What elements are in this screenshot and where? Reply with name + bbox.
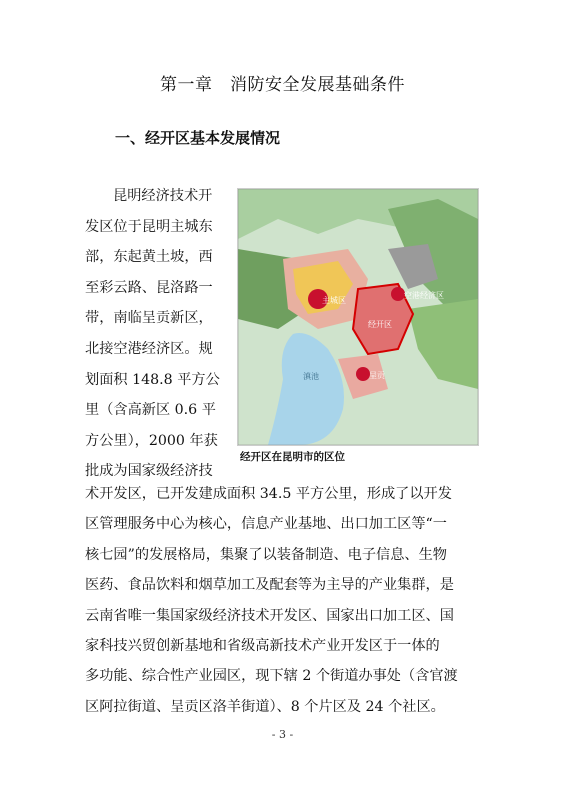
- text-line: 区管理服务中心为核心，信息产业基地、出口加工区等“一: [85, 516, 447, 533]
- text-line: 里（含高新区 0.6 平: [85, 402, 216, 419]
- figure-caption: 经开区在昆明市的区位: [240, 451, 345, 463]
- body-text-wrapped: [85, 181, 235, 487]
- text-line: 带，南临呈贡新区，: [85, 310, 213, 327]
- map-label-lake: 滇池: [303, 372, 319, 381]
- text-line: 云南省唯一集国家级经济技术开发区、国家出口加工区、国: [85, 607, 454, 624]
- map-label-main-city: 主城区: [322, 296, 346, 305]
- map-graphic: [238, 189, 478, 445]
- text-line: 至彩云路、昆洛路一: [85, 279, 213, 296]
- map-label-chenggong: 呈贡: [369, 371, 385, 380]
- text-line: 批成为国家级经济技: [85, 463, 213, 480]
- map-label-kaifa: 经开区: [368, 320, 392, 329]
- text-line: 部，东起黄土坡，西: [85, 249, 213, 266]
- chenggong-marker: [356, 367, 370, 381]
- text-line: 家科技兴贸创新基地和省级高新技术产业开发区于一体的: [85, 637, 440, 654]
- text-line: 核七园”的发展格局，集聚了以装备制造、电子信息、生物: [85, 546, 447, 563]
- body-text-full: [85, 479, 485, 722]
- page-number: - 3 -: [271, 728, 294, 741]
- airport-marker: [391, 287, 405, 301]
- chapter-title: 第一章 消防安全发展基础条件: [160, 75, 405, 95]
- text-line: 医药、食品饮料和烟草加工及配套等为主导的产业集群，是: [85, 577, 454, 594]
- text-line: 昆明经济技术开: [113, 188, 213, 204]
- text-line: 多功能、综合性产业园区，现下辖 2 个街道办事处（含官渡: [85, 668, 458, 685]
- text-line: 方公里），2000 年获: [85, 432, 218, 449]
- section-title: 一、经开区基本发展情况: [115, 129, 281, 147]
- text-line: 区阿拉街道、呈贡区洛羊街道）、8 个片区及 24 个社区。: [85, 698, 445, 715]
- text-line: 发区位于昆明主城东: [85, 218, 213, 235]
- text-line: 划面积 148.8 平方公: [85, 371, 220, 388]
- text-line: 术开发区，已开发建成面积 34.5 平方公里，形成了以开发: [85, 486, 452, 502]
- location-map: [237, 188, 479, 446]
- text-line: 北接空港经济区。规: [85, 340, 213, 357]
- map-label-airport: 空港经济区: [404, 291, 444, 300]
